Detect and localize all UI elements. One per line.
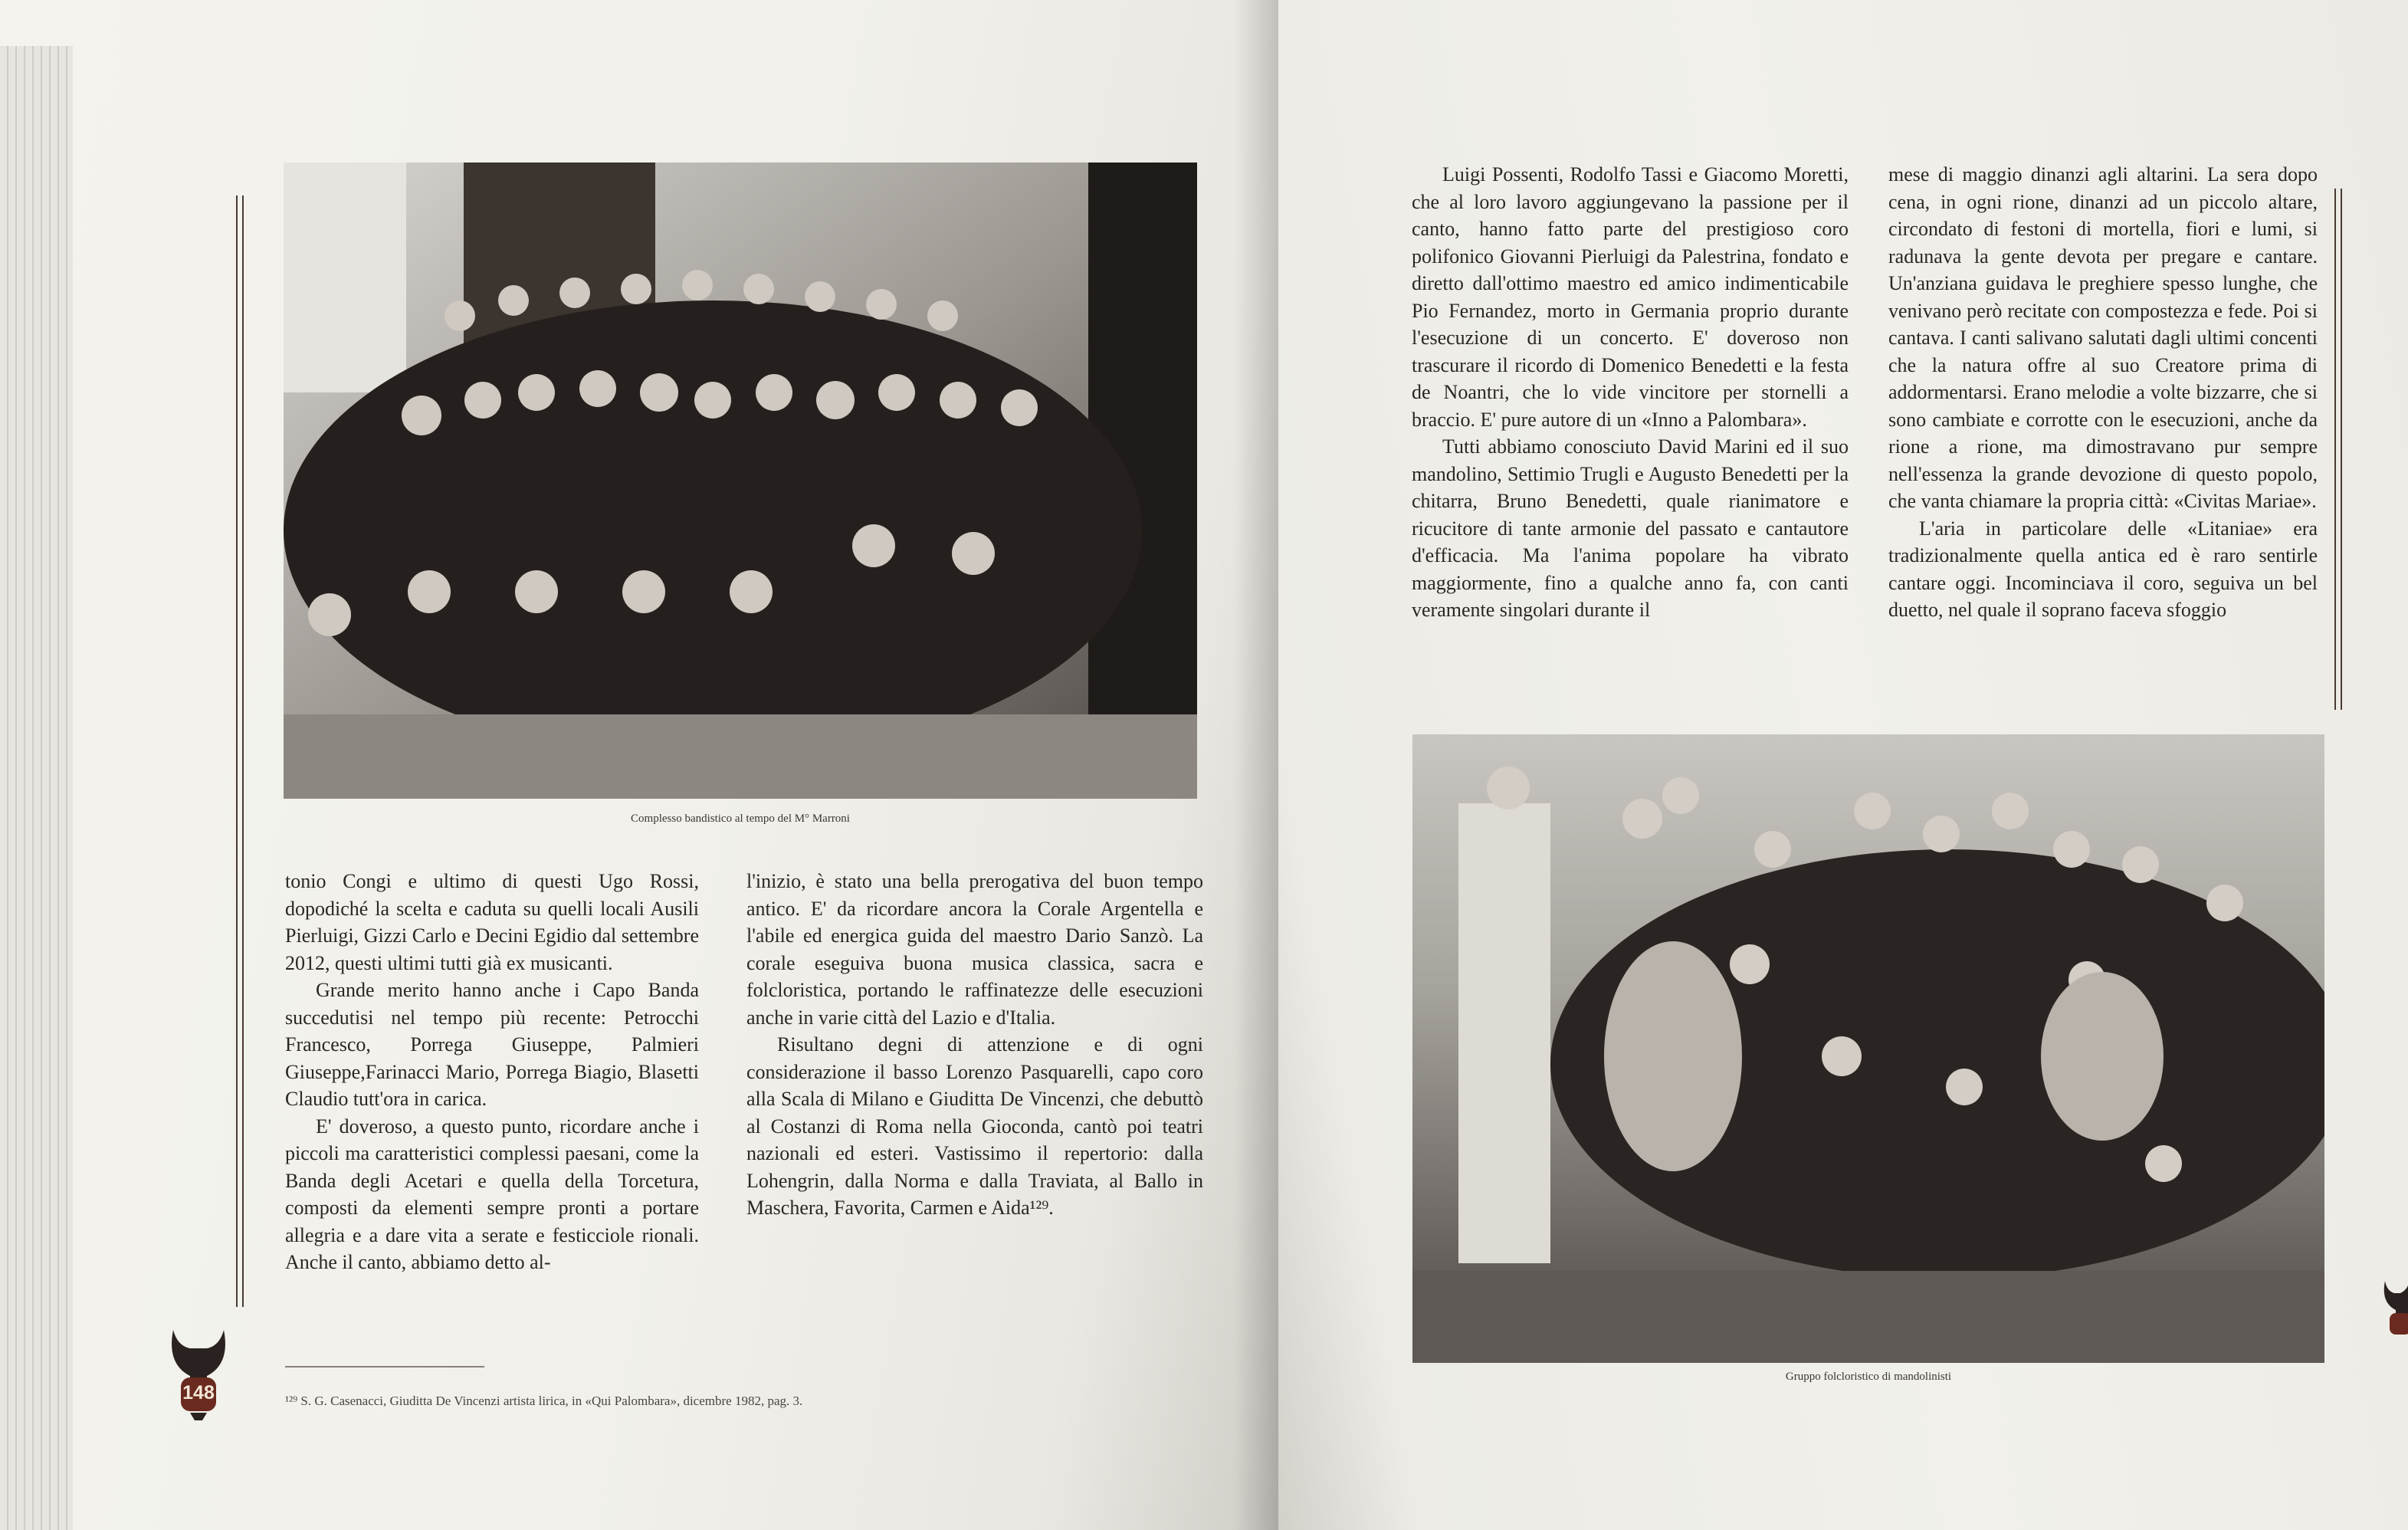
paragraph: Luigi Possenti, Rodolfo Tassi e Giacomo Moretti, che al loro lavoro aggiungevano la passione per il canto, hanno fatto parte del prestigioso coro polifonico Giovanni Pierluigi da Palestrina, fondato e diretto dall'ottimo maestro ed amico indimenticabile Pio Fernandez, morto in Germania proprio durante l'esecuzione di un concerto. E' doveroso non trascurare il ricordo di Domenico Benedetti e la festa de Noantri, che lo vide vincitore per stornelli a braccio. E' pure autore di un «Inno a Palombara». xyxy=(1412,163,1849,431)
right-margin-rule xyxy=(2334,189,2336,710)
band-photo-caption: Complesso bandistico al tempo del M° Marroni xyxy=(631,813,850,825)
right-page xyxy=(1278,0,2408,1530)
left-margin-rule-inner xyxy=(242,195,244,1307)
mandolin-group-photo-image xyxy=(1412,734,2324,1363)
paragraph: E' doveroso, a questo punto, ricordare anche i piccoli ma caratteristici complessi paesani, come la Banda degli Acetari e quella della Torcetura, composti da elementi sempre pronti a portare allegria e a dare vita a serate e festicciole rionali. Anche il canto, abbiamo detto al- xyxy=(285,1115,699,1273)
band-photo-image xyxy=(284,163,1197,799)
paragraph: L'aria in particolare delle «Litaniae» era tradizionalmente quella antica ed è raro sentirle cantare oggi. Incominciava il coro, seguiva un bel duetto, nel quale il soprano faceva sfoggio xyxy=(1888,517,2318,621)
footnote: ¹²⁹ S. G. Casenacci, Giuditta De Vincenzi artista lirica, in «Qui Palombara», dicembre 1982, pag. 3. xyxy=(285,1394,803,1408)
mandolin-group-photo xyxy=(1412,734,2324,1363)
paragraph: Tutti abbiamo conosciuto David Marini ed il suo mandolino, Settimio Trugli e Augusto Benedetti per la chitarra, Bruno Benedetti, quale rianimatore e ricucitore di tante armonie del passato e cantautore d'efficacia. Ma l'anima popolare ha vibrato maggiormente, fino a qualche anno fa, con canti veramente singolari durante il xyxy=(1412,435,1849,621)
page-number: 148 xyxy=(182,1382,215,1404)
footnote-rule xyxy=(285,1366,484,1367)
page-edge-lyre xyxy=(2382,1276,2408,1338)
band-photo xyxy=(284,163,1197,799)
paragraph: Risultano degni di attenzione e di ogni considerazione il basso Lorenzo Pasquarelli, capo coro alla Scala di Milano e Giuditta De Vincenzi, che debuttò al Costanzi di Roma nella Gioconda, cantò poi teatri nazionali ed esteri. Vastissimo il repertorio: dalla Lohengrin, dalla Norma e dalla Traviata, al Ballo in Maschera, Favorita, Carmen e Aida¹²⁹. xyxy=(746,1033,1203,1219)
paragraph: mese di maggio dinanzi agli altarini. La sera dopo cena, in ogni rione, dinanzi ad un piccolo altare, circondato di festoni di mortella, fiori e lumi, si radunava la gente devota per pregare e cantare. Un'anziana guidava le preghiere spesso lunghe, che venivano però recitate con compostezza e fede. Poi si cantava. I canti salivano salutati dagli ultimi concenti che la natura offre al suo Creatore prima di addormentarsi. Erano melodie a volte bizzarre, che si sono cambiate e corrotte con le esecuzioni, anche da rione a rione, ma dimostravano pur sempre nell'essenza la grande devozione di questo popolo, che vanta chiamare la propria città: «Civitas Mariae». xyxy=(1888,163,2318,512)
left-column-2 xyxy=(746,868,1203,1222)
paragraph: l'inizio, è stato una bella prerogativa del buon tempo antico. E' da ricordare ancora la Corale Argentella e l'abile ed energica guida del maestro Dario Sanzò. La corale eseguiva buona musica classica, sacra e folcloristica, portando le raffinatezze delle esecuzioni anche in varie città del Lazio e d'Italia. xyxy=(746,870,1203,1029)
lyre-icon xyxy=(167,1322,230,1422)
paragraph: Grande merito hanno anche i Capo Banda succedutisi nel tempo più recente: Petrocchi Francesco, Porrega Giuseppe, Palmieri Giuseppe,Farinacci Mario, Porrega Biagio, Blasetti Claudio tutt'ora in carica. xyxy=(285,979,699,1110)
right-column-1 xyxy=(1412,161,1849,624)
page-number-badge xyxy=(167,1322,230,1422)
right-margin-rule-inner xyxy=(2341,189,2342,710)
mandolin-photo-caption: Gruppo folcloristico di mandolinisti xyxy=(1785,1371,1952,1383)
right-column-2 xyxy=(1888,161,2318,624)
left-column-1 xyxy=(285,868,699,1276)
lyre-icon xyxy=(2382,1276,2408,1338)
page-edges xyxy=(0,46,73,1530)
paragraph: tonio Congi e ultimo di questi Ugo Rossi, dopodiché la scelta e caduta su quelli locali Ausili Pierluigi, Gizzi Carlo e Decini Egidio dal settembre 2012, questi ultimi tutti già ex musicanti. xyxy=(285,870,699,974)
left-margin-rule xyxy=(236,195,238,1307)
